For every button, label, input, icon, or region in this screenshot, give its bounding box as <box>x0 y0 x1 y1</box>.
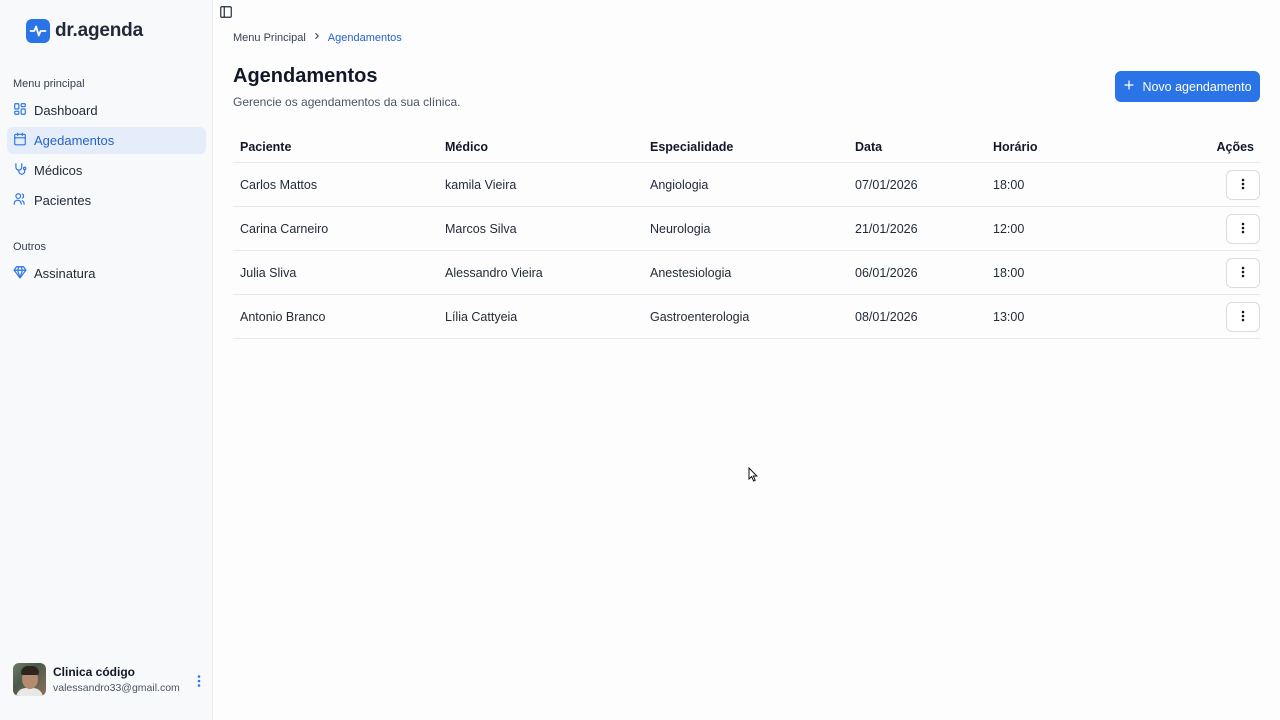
cell-medico: kamila Vieira <box>445 177 517 192</box>
user-profile[interactable] <box>13 663 180 696</box>
cell-paciente: Antonio Branco <box>240 309 326 324</box>
sidebar-item-agendamentos[interactable] <box>7 127 206 154</box>
stethoscope-icon <box>13 162 27 179</box>
sidebar-item-label: Pacientes <box>34 193 92 208</box>
user-email: valessandro33@gmail.com <box>53 682 180 694</box>
appointments-table <box>233 132 1260 339</box>
table-row[interactable] <box>233 207 1260 251</box>
sidebar-item-pacientes[interactable] <box>7 187 206 214</box>
sidebar <box>0 0 213 720</box>
sidebar-item-dashboard[interactable] <box>7 97 206 124</box>
cell-paciente: Julia Sliva <box>240 265 297 280</box>
user-name: Clinica código <box>53 665 136 679</box>
new-appointment-label: Novo agendamento <box>1142 79 1252 94</box>
avatar <box>13 663 46 696</box>
cell-data: 08/01/2026 <box>855 309 918 324</box>
breadcrumb-current: Agendamentos <box>327 31 402 44</box>
layout-dashboard-icon <box>13 102 27 119</box>
sidebar-item-label: Dashboard <box>34 103 98 118</box>
sidebar-item-assinatura[interactable] <box>7 260 206 287</box>
row-actions-button[interactable] <box>1226 302 1260 332</box>
sidebar-item-label: Médicos <box>34 163 83 178</box>
breadcrumb-parent[interactable]: Menu Principal <box>233 31 306 44</box>
cell-horario: 18:00 <box>993 265 1025 280</box>
sidebar-item-label: Assinatura <box>34 266 96 281</box>
cell-horario: 12:00 <box>993 221 1025 236</box>
cell-paciente: Carina Carneiro <box>240 221 329 236</box>
more-vertical-icon <box>1238 178 1248 193</box>
cell-paciente: Carlos Mattos <box>240 177 318 192</box>
breadcrumb <box>233 31 402 44</box>
sidebar-item-medicos[interactable] <box>7 157 206 184</box>
app-name: dr.agenda <box>55 20 143 41</box>
mouse-cursor-icon <box>748 467 758 487</box>
row-actions-button[interactable] <box>1226 214 1260 244</box>
cell-especialidade: Gastroenterologia <box>650 309 750 324</box>
new-appointment-button[interactable] <box>1115 71 1260 102</box>
cell-medico: Alessandro Vieira <box>445 265 543 280</box>
plus-icon <box>1123 79 1135 94</box>
table-row[interactable] <box>233 251 1260 295</box>
column-header-especialidade: Especialidade <box>650 140 734 154</box>
more-vertical-icon[interactable] <box>193 674 205 693</box>
page-subtitle: Gerencie os agendamentos da sua clínica. <box>233 95 461 109</box>
cell-medico: Lília Cattyeia <box>445 309 518 324</box>
more-vertical-icon <box>1238 222 1248 237</box>
users-icon <box>13 192 27 209</box>
table-row[interactable] <box>233 295 1260 339</box>
sidebar-toggle-icon[interactable] <box>219 5 233 24</box>
cell-data: 06/01/2026 <box>855 265 918 280</box>
page-title: Agendamentos <box>233 65 378 87</box>
sidebar-item-label: Agedamentos <box>34 133 115 148</box>
cell-data: 21/01/2026 <box>855 221 918 236</box>
chevron-right-icon <box>312 31 322 44</box>
cell-data: 07/01/2026 <box>855 177 918 192</box>
heartbeat-icon <box>26 19 50 43</box>
row-actions-button[interactable] <box>1226 258 1260 288</box>
calendar-icon <box>13 132 27 149</box>
more-vertical-icon <box>1238 310 1248 325</box>
main-content <box>214 0 1280 720</box>
cell-especialidade: Anestesiologia <box>650 265 732 280</box>
column-header-horario: Horário <box>993 140 1038 154</box>
cell-especialidade: Neurologia <box>650 221 711 236</box>
column-header-paciente: Paciente <box>240 140 292 154</box>
cell-especialidade: Angiologia <box>650 177 709 192</box>
more-vertical-icon <box>1238 266 1248 281</box>
cell-medico: Marcos Silva <box>445 221 517 236</box>
table-header <box>233 132 1260 163</box>
column-header-medico: Médico <box>445 140 489 154</box>
app-logo[interactable] <box>26 19 143 43</box>
group-label-outros: Outros <box>13 241 47 253</box>
gem-icon <box>13 265 27 282</box>
column-header-data: Data <box>855 140 883 154</box>
group-label-menu-principal: Menu principal <box>13 78 85 90</box>
table-row[interactable] <box>233 163 1260 207</box>
row-actions-button[interactable] <box>1226 170 1260 200</box>
column-header-acoes: Ações <box>1216 140 1254 154</box>
cell-horario: 13:00 <box>993 309 1025 324</box>
cell-horario: 18:00 <box>993 177 1025 192</box>
